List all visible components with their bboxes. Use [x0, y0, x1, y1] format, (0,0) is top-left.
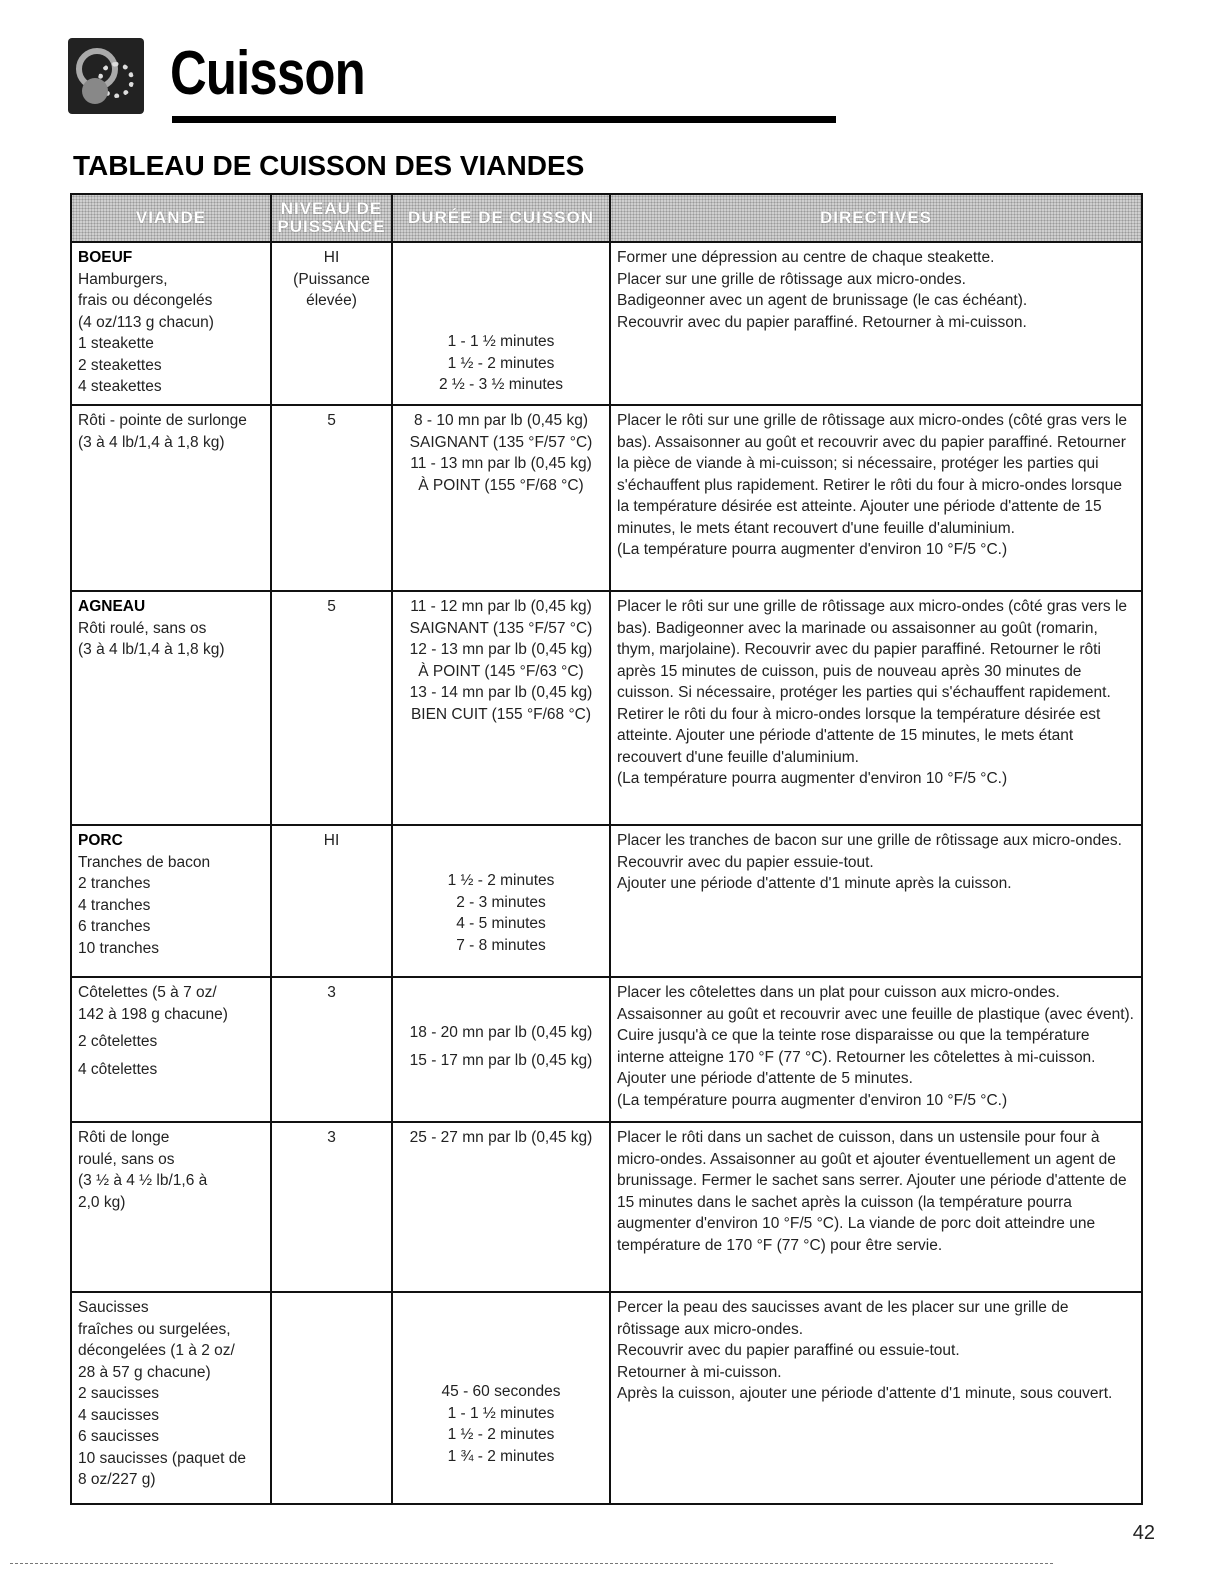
meat-line: Tranches de bacon [78, 853, 211, 871]
power-cell [271, 405, 392, 591]
section-title: TABLEAU DE CUISSON DES VIANDES [73, 150, 585, 181]
cook-time: 11 - 13 mn par lb (0,45 kg) [410, 455, 592, 472]
power-cell [271, 825, 392, 977]
power-cell [271, 977, 392, 1122]
cook-time: 25 - 27 mn par lb (0,45 kg) [409, 1129, 593, 1146]
meat-line: roulé, sans os [78, 1150, 175, 1168]
table-row [71, 242, 1142, 405]
meat-line: Côtelettes (5 à 7 oz/ [78, 984, 217, 1001]
meat-cell [71, 825, 271, 977]
category-label: PORC [78, 832, 123, 849]
header-niveau-puissance: NIVEAU DE PUISSANCE [271, 194, 392, 242]
cook-time: 1 ¾ - 2 minutes [447, 1447, 555, 1465]
time-cell [392, 405, 610, 591]
meat-line: Rôti - pointe de surlonge [78, 412, 247, 429]
title-underline [172, 116, 836, 123]
power-level: HI [323, 832, 340, 849]
direction-note: (La température pourra augmenter d'environ 10 °F/5 °C.) [617, 1091, 1008, 1109]
cook-time: 1 ½ - 2 minutes [447, 1426, 555, 1443]
meat-item: 10 saucisses (paquet de [78, 1449, 247, 1467]
direction-text: Recouvrir avec du papier essuie-tout. [617, 853, 874, 871]
meat-line: frais ou décongelés [78, 292, 213, 309]
table-row [71, 591, 1142, 825]
table-row [71, 1122, 1142, 1292]
power-level: 3 [327, 984, 336, 1001]
time-cell [392, 825, 610, 977]
category-label: BOEUF [78, 249, 133, 266]
page-number: 42 [1132, 1522, 1155, 1544]
meat-line: fraîches ou surgelées, [78, 1320, 231, 1338]
cook-time: 11 - 12 mn par lb (0,45 kg) [410, 598, 592, 615]
directions-cell [610, 242, 1142, 405]
meat-item: 4 tranches [78, 896, 151, 914]
time-cell [392, 1122, 610, 1292]
table-row [71, 405, 1142, 591]
cook-time: 8 - 10 mn par lb (0,45 kg) [413, 412, 589, 429]
power-cell [271, 591, 392, 825]
cook-time: 1 - 1 ½ minutes [447, 333, 555, 350]
direction-text: Ajouter une période d'attente d'1 minute après la cuisson. [617, 875, 1012, 892]
direction-text: Recouvrir avec du papier paraffiné. Retourner à mi-cuisson. [617, 313, 1027, 331]
meat-line: 142 à 198 g chacune) [78, 1005, 228, 1023]
power-level: 3 [327, 1129, 336, 1146]
direction-text: Percer la peau des saucisses avant de les placer sur une grille de rôtissage aux micro-ondes. [617, 1299, 1069, 1338]
meat-item: 2 steakettes [78, 356, 162, 374]
meat-line: Hamburgers, [78, 270, 168, 288]
cook-time: 12 - 13 mn par lb (0,45 kg) [409, 641, 593, 658]
meat-item: 4 saucisses [78, 1406, 159, 1424]
meat-item: 2 saucisses [78, 1385, 159, 1402]
cook-time: 2 ½ - 3 ½ minutes [438, 376, 564, 393]
category-label: AGNEAU [78, 598, 146, 615]
power-note: élevée) [306, 292, 357, 309]
directions-cell [610, 405, 1142, 591]
table-header-row [71, 194, 1142, 242]
power-level: 5 [327, 412, 336, 429]
direction-text: Placer les tranches de bacon sur une grille de rôtissage aux micro-ondes. [617, 832, 1122, 849]
table-row [71, 977, 1142, 1122]
doneness: SAIGNANT (135 °F/57 °C) [409, 619, 593, 637]
power-note: (Puissance [293, 270, 370, 288]
directions-cell [610, 977, 1142, 1122]
meat-line: (3 à 4 lb/1,4 à 1,8 kg) [78, 641, 225, 658]
table-row [71, 1292, 1142, 1504]
doneness: BIEN CUIT (155 °F/68 °C) [410, 705, 592, 723]
directions-cell [610, 825, 1142, 977]
meat-line: 2,0 kg) [78, 1193, 126, 1211]
time-cell [392, 977, 610, 1122]
power-cell [271, 1292, 392, 1504]
doneness: À POINT (145 °F/63 °C) [418, 662, 584, 680]
meat-item: 2 tranches [78, 875, 151, 892]
meat-line: Rôti de longe [78, 1129, 170, 1146]
cook-time: 1 ½ - 2 minutes [447, 354, 555, 372]
table-row [71, 825, 1142, 977]
direction-text: Placer sur une grille de rôtissage aux micro-ondes. [617, 270, 966, 288]
cook-time: 2 - 3 minutes [456, 893, 546, 911]
meat-item: 1 steakette [78, 335, 154, 352]
header-viande: VIANDE [71, 194, 271, 242]
time-cell [392, 1292, 610, 1504]
cook-time: 1 - 1 ½ minutes [447, 1404, 555, 1422]
directions-cell [610, 1122, 1142, 1292]
cook-time: 45 - 60 secondes [441, 1383, 561, 1400]
meat-cell [71, 1292, 271, 1504]
meat-line: Saucisses [78, 1299, 149, 1316]
meat-item: 4 steakettes [78, 378, 162, 395]
meat-cell [71, 1122, 271, 1292]
meat-line: Rôti roulé, sans os [78, 619, 207, 637]
cook-time: 1 ½ - 2 minutes [447, 872, 555, 889]
doneness: SAIGNANT (135 °F/57 °C) [409, 433, 593, 451]
cook-time: 18 - 20 mn par lb (0,45 kg) [409, 1024, 593, 1041]
meat-item: 2 côtelettes [78, 1033, 158, 1050]
doneness: À POINT (155 °F/68 °C) [418, 476, 584, 494]
cook-time: 7 - 8 minutes [456, 936, 546, 954]
meat-cell [71, 591, 271, 825]
direction-text: Recouvrir avec du papier paraffiné ou essuie-tout. [617, 1342, 960, 1359]
direction-text: Après la cuisson, ajouter une période d'attente d'1 minute, sous couvert. [617, 1385, 1113, 1402]
cook-time: 15 - 17 mn par lb (0,45 kg) [409, 1051, 593, 1069]
direction-text: Badigeonner avec un agent de brunissage (le cas échéant). [617, 292, 1028, 309]
meat-cooking-table [70, 193, 1143, 1505]
direction-text: Retourner à mi-cuisson. [617, 1363, 782, 1381]
meat-item: 6 tranches [78, 918, 151, 935]
cooking-logo-icon [68, 38, 144, 114]
direction-text: Placer le rôti sur une grille de rôtissage aux micro-ondes (côté gras vers le bas). Assaisonner au goût et recouvrir avec du papier paraffiné. Retourner la pièce de viande à mi-cuisson; si nécessaire, protéger les parties qui s'échauffent plus rapidement. Retirer le rôti du four à micro-ondes lorsque la température désirée est atteinte. Ajouter une période d'attente de 15 minutes, le mets étant recouvert d'une feuille d'aluminium. [617, 412, 1128, 537]
direction-note: (La température pourra augmenter d'environ 10 °F/5 °C.) [617, 541, 1008, 558]
header-directives: DIRECTIVES [610, 194, 1142, 242]
footer-rule [10, 1563, 1053, 1564]
meat-line: (3 ½ à 4 ½ lb/1,6 à [78, 1172, 208, 1189]
meat-item: 4 côtelettes [78, 1060, 158, 1078]
meat-line: 28 à 57 g chacune) [78, 1363, 211, 1381]
direction-note: (La température pourra augmenter d'environ 10 °F/5 °C.) [617, 770, 1008, 787]
header-duree-cuisson: DURÉE DE CUISSON [392, 194, 610, 242]
power-cell [271, 1122, 392, 1292]
page-title: Cuisson [170, 39, 365, 108]
meat-item: 8 oz/227 g) [78, 1471, 156, 1488]
power-cell [271, 242, 392, 405]
direction-text: Placer le rôti dans un sachet de cuisson, dans un ustensile pour four à micro-ondes. Assaisonner au goût et ajouter éventuellement un agent de brunissage. Fermer le sachet sans serrer. Ajouter une période d'attente de 15 minutes dans le sachet après la cuisson (la température pourra augmenter d'environ 10 °F/5 °C). La viande de porc doit atteindre une température de 170 °F (77 °C) pour être servie. [617, 1129, 1127, 1254]
time-cell [392, 242, 610, 405]
direction-text: Placer les côtelettes dans un plat pour cuisson aux micro-ondes. Assaisonner au goût et recouvrir avec une feuille de plastique (avec évent). Cuire jusqu'à ce que la teinte rose disparaisse ou que la température interne atteigne 170 °F (77 °C). Retourner les côtelettes à mi-cuisson. Ajouter une période d'attente de 5 minutes. [617, 984, 1134, 1087]
meat-cell [71, 977, 271, 1122]
meat-line: (4 oz/113 g chacun) [78, 313, 214, 331]
meat-line: (3 à 4 lb/1,4 à 1,8 kg) [78, 433, 225, 451]
cook-time: 13 - 14 mn par lb (0,45 kg) [409, 684, 593, 701]
direction-text: Former une dépression au centre de chaque steakette. [617, 249, 995, 266]
time-cell [392, 591, 610, 825]
cook-time: 4 - 5 minutes [456, 915, 546, 932]
meat-line: décongelées (1 à 2 oz/ [78, 1342, 235, 1359]
meat-cell [71, 242, 271, 405]
power-level: 5 [327, 598, 336, 615]
power-level: HI [323, 249, 340, 266]
meat-item: 6 saucisses [78, 1428, 159, 1445]
meat-cell [71, 405, 271, 591]
directions-cell [610, 1292, 1142, 1504]
directions-cell [610, 591, 1142, 825]
direction-text: Placer le rôti sur une grille de rôtissage aux micro-ondes (côté gras vers le bas). Badigeonner avec la marinade ou assaisonner au goût (romarin, thym, marjolaine). Recouvrir avec du papier paraffiné. Retourner le rôti après 15 minutes de cuisson, puis de nouveau après 30 minutes de cuisson. Si nécessaire, protéger les parties qui s'échauffent rapidement. Retirer le rôti du four à micro-ondes lorsque la température désirée est atteinte. Ajouter une période d'attente de 15 minutes, le mets étant recouvert d'une feuille d'aluminium. [617, 598, 1128, 766]
meat-item: 10 tranches [78, 939, 159, 957]
